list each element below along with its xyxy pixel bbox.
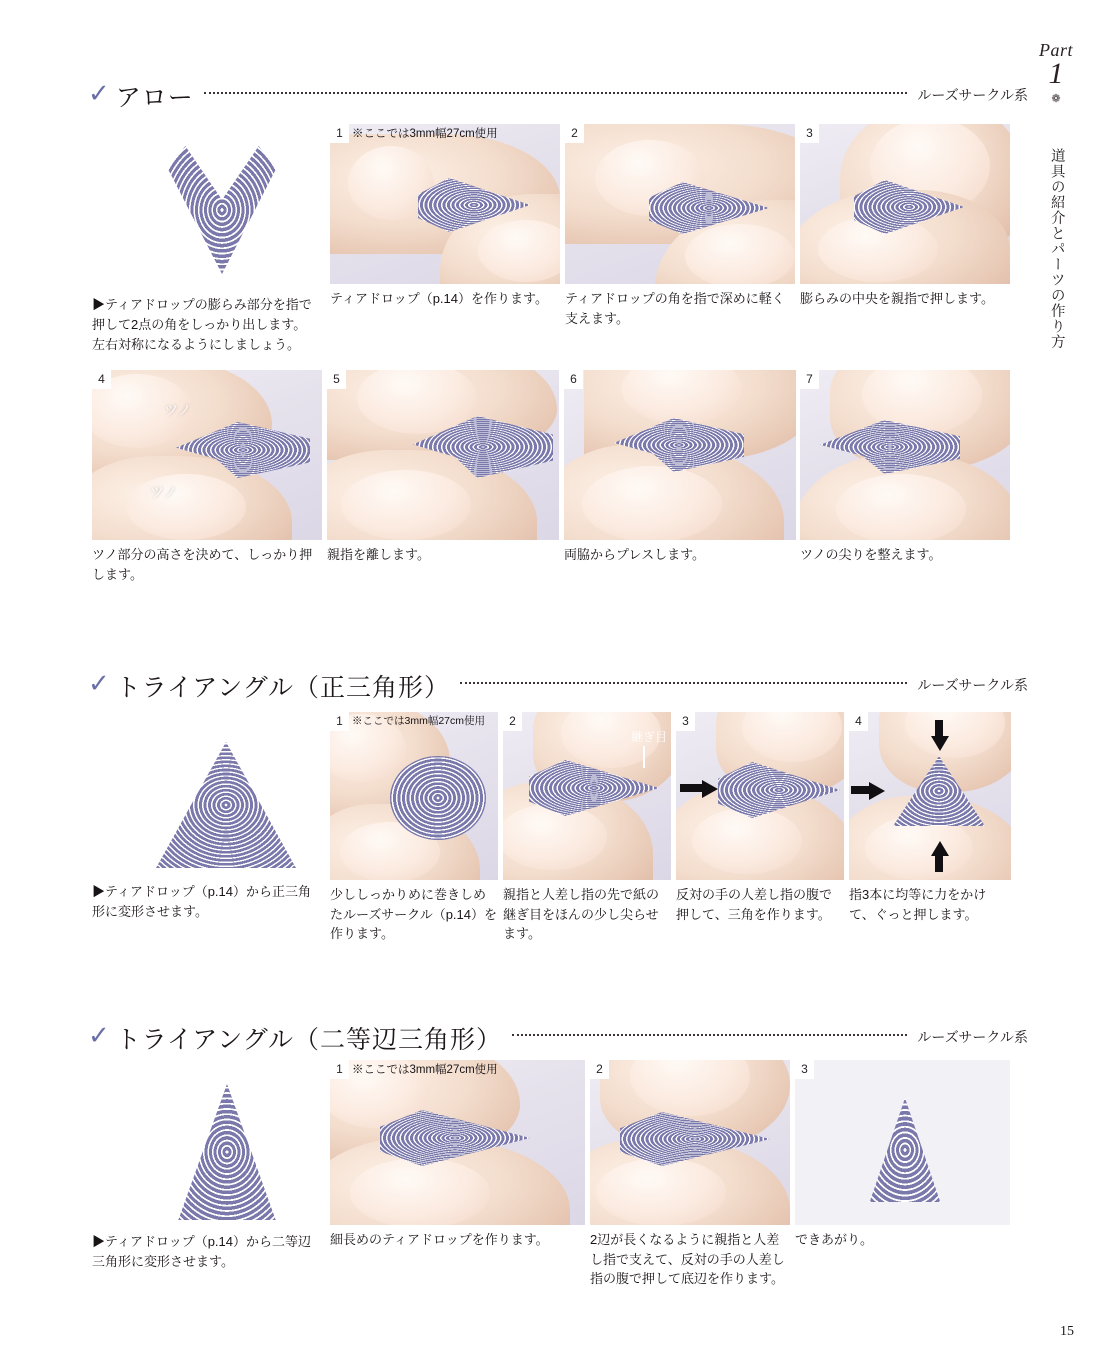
step-caption: 細長めのティアドロップを作ります。 bbox=[330, 1232, 549, 1247]
step-number: 7 bbox=[800, 370, 819, 389]
step-cell-7 bbox=[800, 370, 1010, 565]
section-triangle-equilateral bbox=[88, 668, 1028, 704]
part-side-tab bbox=[1030, 40, 1082, 389]
photo bbox=[800, 370, 1010, 540]
step-cell-4 bbox=[92, 370, 322, 584]
step-number: 1 bbox=[330, 712, 349, 731]
step-caption: 指3本に均等に力をかけて、ぐっと押します。 bbox=[849, 887, 987, 922]
photo bbox=[590, 1060, 790, 1225]
side-vertical-text: 道具の紹介とパーツの作り方 bbox=[1048, 148, 1065, 350]
iso-step-cell-2 bbox=[590, 1060, 790, 1289]
photo bbox=[140, 730, 320, 880]
photo bbox=[849, 712, 1011, 880]
photo bbox=[565, 124, 795, 284]
check-icon: ✓ bbox=[88, 1020, 110, 1050]
hero-photo-isosceles bbox=[145, 1078, 315, 1228]
quilled-isosceles-shape bbox=[169, 1084, 285, 1220]
photo bbox=[330, 124, 560, 284]
hero-caption-arrow bbox=[92, 295, 312, 355]
dotted-rule bbox=[204, 91, 908, 94]
step-number: 2 bbox=[565, 124, 584, 143]
flower-icon: ❁ bbox=[1051, 93, 1061, 105]
intro-text: ▶ティアドロップの膨らみ部分を指で押して2点の角をしっかり出します。左右対称になるようにしましょう。 bbox=[92, 297, 312, 353]
tri-step-cell-4 bbox=[849, 712, 1011, 924]
section-arrow bbox=[88, 78, 1028, 114]
quilled-triangle-shape bbox=[156, 742, 296, 868]
step-cell-2 bbox=[565, 124, 795, 328]
photo bbox=[800, 124, 1010, 284]
step-cell-1 bbox=[330, 124, 560, 309]
section-header bbox=[88, 78, 1028, 114]
step-caption: ツノ部分の高さを決めて、しっかり押します。 bbox=[92, 547, 313, 582]
dotted-rule bbox=[512, 1033, 907, 1036]
step-number: 1 bbox=[330, 1060, 349, 1079]
quilled-arrow-shape bbox=[168, 146, 276, 274]
step-caption: 膨らみの中央を親指で押します。 bbox=[800, 291, 994, 306]
step-cell-5 bbox=[327, 370, 559, 565]
tri-step-cell-2 bbox=[503, 712, 671, 944]
step-number: 2 bbox=[503, 712, 522, 731]
check-icon: ✓ bbox=[88, 78, 110, 108]
hero-photo-arrow bbox=[140, 140, 310, 280]
intro-text: ▶ティアドロップ（p.14）から二等辺三角形に変形させます。 bbox=[92, 1234, 312, 1270]
step-cell-6 bbox=[564, 370, 796, 565]
step-number: 2 bbox=[590, 1060, 609, 1079]
step-note: ※ここでは3mm幅27cm使用 bbox=[352, 1064, 498, 1076]
check-icon: ✓ bbox=[88, 668, 110, 698]
photo bbox=[140, 140, 310, 280]
section-tag: ルーズサークル系 bbox=[917, 677, 1028, 693]
part-number: 1 bbox=[1048, 57, 1064, 90]
photo bbox=[564, 370, 796, 540]
step-number: 3 bbox=[676, 712, 695, 731]
quilled-piece bbox=[390, 756, 486, 840]
step-caption: 親指と人差し指の先で紙の継ぎ目をほんの少し尖らせます。 bbox=[503, 887, 660, 941]
section-tag: ルーズサークル系 bbox=[917, 1029, 1028, 1045]
step-number: 3 bbox=[800, 124, 819, 143]
dotted-rule bbox=[460, 681, 907, 684]
hero-photo-triangle bbox=[140, 730, 320, 880]
quilled-piece bbox=[863, 1098, 947, 1202]
tri-step-cell-1 bbox=[330, 712, 498, 944]
step-number: 4 bbox=[849, 712, 868, 731]
tri-step-cell-3 bbox=[676, 712, 844, 924]
step-cell-3 bbox=[800, 124, 1010, 309]
photo bbox=[795, 1060, 1010, 1225]
step-number: 3 bbox=[795, 1060, 814, 1079]
step-number: 6 bbox=[564, 370, 583, 389]
step-caption: 親指を離します。 bbox=[327, 547, 430, 562]
step-caption: できあがり。 bbox=[795, 1232, 874, 1247]
overlay-label-tsuno-2: ツノ bbox=[150, 484, 178, 500]
photo bbox=[92, 370, 322, 540]
section-triangle-isosceles bbox=[88, 1020, 1028, 1056]
intro-text: ▶ティアドロップ（p.14）から正三角形に変形させます。 bbox=[92, 884, 312, 920]
photo bbox=[330, 1060, 585, 1225]
photo bbox=[145, 1078, 315, 1228]
step-number: 5 bbox=[327, 370, 346, 389]
iso-step-cell-3 bbox=[795, 1060, 1010, 1250]
photo bbox=[330, 712, 498, 880]
step-number: 4 bbox=[92, 370, 111, 389]
overlay-label-tsuno-1: ツノ bbox=[164, 402, 192, 418]
step-caption: 両脇からプレスします。 bbox=[564, 547, 706, 562]
page-number: 15 bbox=[1060, 1324, 1074, 1339]
section-header bbox=[88, 668, 1028, 704]
hero-caption-isosceles bbox=[92, 1232, 312, 1272]
hero-caption-triangle bbox=[92, 882, 312, 922]
photo bbox=[676, 712, 844, 880]
step-caption: 少ししっかりめに巻きしめたルーズサークル（p.14）を作ります。 bbox=[330, 887, 498, 941]
section-header bbox=[88, 1020, 1028, 1056]
section-tag: ルーズサークル系 bbox=[917, 87, 1028, 103]
step-note: ※ここでは3mm幅27cm使用 bbox=[352, 128, 498, 140]
photo bbox=[327, 370, 559, 540]
step-caption: 2辺が長くなるように親指と人差し指で支えて、反対の手の人差し指の腹で押して底辺を作ります。 bbox=[590, 1232, 785, 1286]
step-note: ※ここでは3mm幅27cm使用 bbox=[352, 715, 486, 727]
section-title: トライアングル（二等辺三角形） bbox=[115, 1026, 503, 1054]
step-caption: ティアドロップの角を指で深めに軽く支えます。 bbox=[565, 291, 785, 326]
section-title: アロー bbox=[115, 84, 194, 112]
step-number: 1 bbox=[330, 124, 349, 143]
photo bbox=[503, 712, 671, 880]
step-caption: ティアドロップ（p.14）を作ります。 bbox=[330, 291, 548, 306]
overlay-label-seam: 継ぎ目 bbox=[630, 730, 667, 744]
iso-step-cell-1 bbox=[330, 1060, 585, 1250]
step-caption: 反対の手の人差し指の腹で押して、三角を作ります。 bbox=[676, 887, 833, 922]
step-caption: ツノの尖りを整えます。 bbox=[800, 547, 942, 562]
section-title: トライアングル（正三角形） bbox=[115, 674, 451, 702]
part-word: Part bbox=[1038, 40, 1073, 60]
